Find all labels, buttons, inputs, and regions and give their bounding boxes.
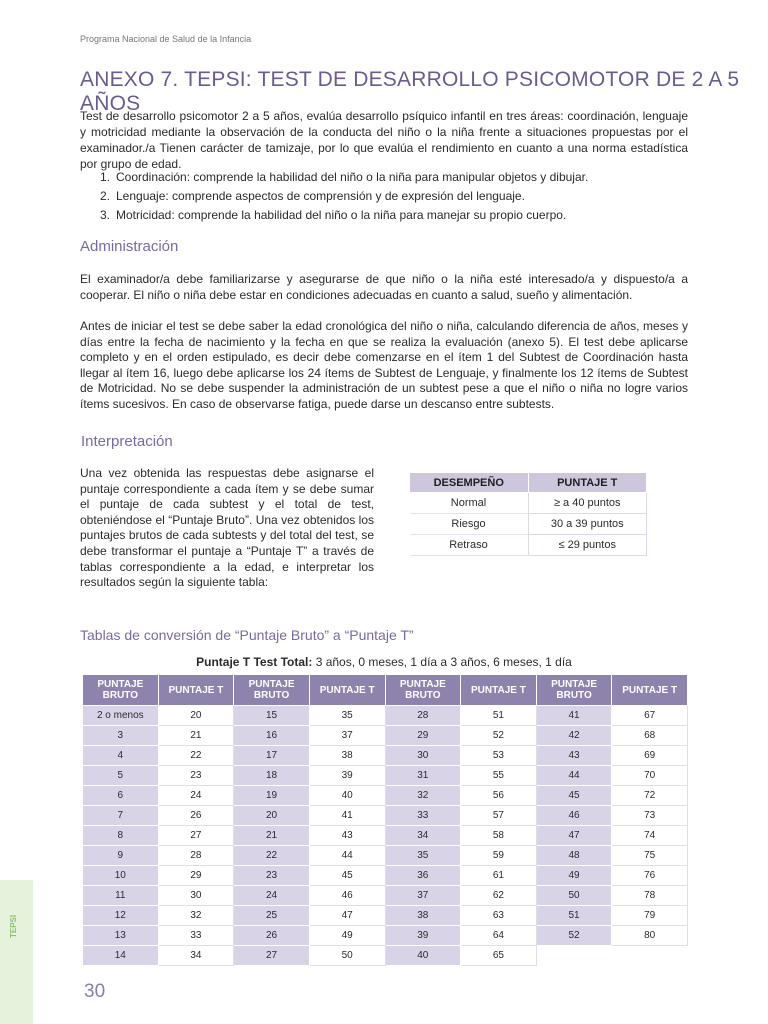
puntaje-t-cell: 34 (158, 946, 234, 966)
table-cell: ≤ 29 puntos (528, 535, 647, 556)
puntaje-t-cell: 69 (612, 746, 688, 766)
puntaje-t-cell: 49 (309, 926, 385, 946)
puntaje-bruto-cell: 26 (234, 926, 310, 946)
puntaje-t-cell: 73 (612, 806, 688, 826)
side-strip (0, 880, 33, 1024)
puntaje-bruto-cell: 8 (83, 826, 159, 846)
puntaje-t-cell: 33 (158, 926, 234, 946)
puntaje-bruto-cell: 15 (234, 706, 310, 726)
puntaje-t-cell: 63 (461, 906, 537, 926)
interpretation-heading: Interpretación (81, 433, 173, 450)
puntaje-bruto-cell: 46 (536, 806, 612, 826)
list-item: 1. Coordinación: comprende la habilidad del niño o la niña para manipular objetos y dibujar. (99, 170, 589, 184)
puntaje-t-cell: 46 (309, 886, 385, 906)
list-item: 3. Motricidad: comprende la habilidad del niño o la niña para manejar su propio cuerpo. (99, 208, 567, 222)
puntaje-bruto-cell: 32 (385, 786, 461, 806)
puntaje-bruto-cell: 9 (83, 846, 159, 866)
annex-title: ANEXO 7. TEPSI: TEST DE DESARROLLO PSICOMOTOR DE 2 A 5 AÑOS (80, 68, 740, 115)
column-header: PUNTAJE BRUTO (234, 675, 310, 706)
page-number: 30 (84, 981, 106, 1002)
puntaje-t-cell: 62 (461, 886, 537, 906)
puntaje-bruto-cell: 40 (385, 946, 461, 966)
table-row (83, 926, 688, 946)
puntaje-t-cell: 74 (612, 826, 688, 846)
puntaje-t-cell: 75 (612, 846, 688, 866)
table-row (410, 514, 647, 535)
column-header: PUNTAJE T (158, 675, 234, 706)
puntaje-t-cell: 70 (612, 766, 688, 786)
puntaje-t-cell: 21 (158, 726, 234, 746)
table-row (83, 866, 688, 886)
puntaje-t-cell: 51 (461, 706, 537, 726)
puntaje-bruto-cell: 3 (83, 726, 159, 746)
column-header: PUNTAJE T (528, 473, 647, 493)
puntaje-bruto-cell: 48 (536, 846, 612, 866)
puntaje-t-cell: 50 (309, 946, 385, 966)
puntaje-t-cell: 23 (158, 766, 234, 786)
puntaje-t-cell: 47 (309, 906, 385, 926)
puntaje-bruto-cell: 6 (83, 786, 159, 806)
table-cell: ≥ a 40 puntos (528, 493, 647, 514)
puntaje-t-cell: 80 (612, 926, 688, 946)
puntaje-bruto-cell: 33 (385, 806, 461, 826)
table-cell: Retraso (410, 535, 529, 556)
puntaje-bruto-cell: 11 (83, 886, 159, 906)
conversion-table (82, 674, 688, 966)
puntaje-t-cell: 72 (612, 786, 688, 806)
puntaje-bruto-cell: 35 (385, 846, 461, 866)
puntaje-t-cell: 37 (309, 726, 385, 746)
puntaje-t-cell: 41 (309, 806, 385, 826)
column-header: DESEMPEÑO (410, 473, 529, 493)
puntaje-bruto-cell: 38 (385, 906, 461, 926)
puntaje-t-cell: 57 (461, 806, 537, 826)
puntaje-bruto-cell: 10 (83, 866, 159, 886)
table-row (83, 786, 688, 806)
puntaje-bruto-cell: 31 (385, 766, 461, 786)
puntaje-t-cell: 59 (461, 846, 537, 866)
side-label: TEPSI (9, 914, 18, 938)
column-header: PUNTAJE BRUTO (83, 675, 159, 706)
puntaje-t-cell: 65 (461, 946, 537, 966)
puntaje-t-cell: 22 (158, 746, 234, 766)
table-row (83, 846, 688, 866)
puntaje-bruto-cell: 27 (234, 946, 310, 966)
puntaje-bruto-cell: 22 (234, 846, 310, 866)
puntaje-t-cell: 27 (158, 826, 234, 846)
table-cell: 30 a 39 puntos (528, 514, 647, 535)
puntaje-t-cell: 67 (612, 706, 688, 726)
puntaje-bruto-cell: 5 (83, 766, 159, 786)
puntaje-bruto-cell: 47 (536, 826, 612, 846)
puntaje-t-cell: 45 (309, 866, 385, 886)
puntaje-bruto-cell: 36 (385, 866, 461, 886)
puntaje-t-cell: 64 (461, 926, 537, 946)
table-row (83, 946, 688, 966)
puntaje-t-cell: 32 (158, 906, 234, 926)
table-cell: Riesgo (410, 514, 529, 535)
puntaje-bruto-cell: 44 (536, 766, 612, 786)
puntaje-bruto-cell: 34 (385, 826, 461, 846)
column-header: PUNTAJE T (309, 675, 385, 706)
column-header: PUNTAJE T (612, 675, 688, 706)
list-item: 2. Lenguaje: comprende aspectos de comprensión y de expresión del lenguaje. (99, 189, 525, 203)
conversion-subtitle (80, 655, 688, 669)
puntaje-t-cell: 61 (461, 866, 537, 886)
puntaje-t-cell: 43 (309, 826, 385, 846)
puntaje-t-cell: 30 (158, 886, 234, 906)
puntaje-bruto-cell: 28 (385, 706, 461, 726)
puntaje-bruto-cell: 43 (536, 746, 612, 766)
puntaje-t-cell: 68 (612, 726, 688, 746)
puntaje-bruto-cell: 18 (234, 766, 310, 786)
table-header-row (83, 675, 688, 706)
administration-paragraph-1: El examinador/a debe familiarizarse y asegurarse de que niño o la niña esté interesado/a y dispuesto/a a cooperar. El niño o niña debe estar en condiciones adecuadas en cuanto a salud, sueño y alimentación. (80, 272, 688, 302)
puntaje-t-cell: 39 (309, 766, 385, 786)
table-row (83, 886, 688, 906)
puntaje-bruto-cell: 4 (83, 746, 159, 766)
conversion-subtitle-bold: Puntaje T Test Total: (196, 655, 313, 669)
puntaje-bruto-cell: 42 (536, 726, 612, 746)
puntaje-bruto-cell: 49 (536, 866, 612, 886)
column-header: PUNTAJE BRUTO (536, 675, 612, 706)
intro-paragraph: Test de desarrollo psicomotor 2 a 5 años, evalúa desarrollo psíquico infantil en tres áreas: coordinación, lenguaje y motricidad mediante la observación de la conducta del niño o la niña frente a situaciones propuestas por el examinador./a Tienen carácter de tamizaje, por lo que evalúa el rendimiento en cuanto a una norma estadística por grupo de edad. (80, 109, 688, 171)
puntaje-t-cell: 56 (461, 786, 537, 806)
table-row (83, 726, 688, 746)
table-row (83, 806, 688, 826)
table-row (83, 746, 688, 766)
puntaje-t-cell: 52 (461, 726, 537, 746)
areas-list (80, 168, 680, 225)
column-header: PUNTAJE T (461, 675, 537, 706)
puntaje-bruto-cell: 19 (234, 786, 310, 806)
puntaje-bruto-cell: 17 (234, 746, 310, 766)
puntaje-bruto-cell: 20 (234, 806, 310, 826)
puntaje-t-cell: 38 (309, 746, 385, 766)
puntaje-t-cell: 79 (612, 906, 688, 926)
puntaje-t-cell: 58 (461, 826, 537, 846)
table-cell: Normal (410, 493, 529, 514)
puntaje-bruto-cell: 29 (385, 726, 461, 746)
table-row (83, 826, 688, 846)
puntaje-t-cell: 29 (158, 866, 234, 886)
puntaje-bruto-cell: 12 (83, 906, 159, 926)
puntaje-bruto-cell: 51 (536, 906, 612, 926)
puntaje-bruto-cell: 13 (83, 926, 159, 946)
empty-cell (536, 946, 612, 966)
puntaje-bruto-cell: 50 (536, 886, 612, 906)
table-row (410, 493, 647, 514)
table-row (83, 906, 688, 926)
puntaje-bruto-cell: 25 (234, 906, 310, 926)
conversion-subtitle-rest: 3 años, 0 meses, 1 día a 3 años, 6 meses, 1 día (312, 655, 572, 669)
puntaje-t-cell: 78 (612, 886, 688, 906)
header-note: Programa Nacional de Salud de la Infancia (80, 34, 252, 44)
puntaje-bruto-cell: 39 (385, 926, 461, 946)
empty-cell (612, 946, 688, 966)
puntaje-bruto-cell: 45 (536, 786, 612, 806)
puntaje-t-cell: 26 (158, 806, 234, 826)
administration-heading: Administración (80, 238, 179, 255)
administration-paragraph-2: Antes de iniciar el test se debe saber la edad cronológica del niño o niña, calculando diferencia de años, meses y días entre la fecha de nacimiento y la fecha en que se realiza la evaluación (anexo 5). El test debe aplicarse completo y en el orden estipulado, es decir debe comenzarse en el ítem 1 del Subtest de Coordinación hasta llegar al ítem 16, luego debe aplicarse los 24 ítems de Subtest de Lenguaje, y finalmente los 12 ítems de Subtest de Motricidad. No se debe suspender la administración de un subtest pese a que el niño o niña no logre varios ítems sucesivos. En caso de observarse fatiga, puede darse un descanso entre subtests. (80, 319, 688, 411)
puntaje-bruto-cell: 37 (385, 886, 461, 906)
puntaje-t-cell: 20 (158, 706, 234, 726)
conversion-title: Tablas de conversión de “Puntaje Bruto” a “Puntaje T” (80, 627, 414, 643)
table-header-row (410, 473, 647, 493)
table-row (83, 706, 688, 726)
table-row (83, 766, 688, 786)
puntaje-bruto-cell: 41 (536, 706, 612, 726)
puntaje-bruto-cell: 14 (83, 946, 159, 966)
puntaje-bruto-cell: 7 (83, 806, 159, 826)
puntaje-bruto-cell: 24 (234, 886, 310, 906)
puntaje-t-cell: 44 (309, 846, 385, 866)
puntaje-t-cell: 40 (309, 786, 385, 806)
puntaje-bruto-cell: 21 (234, 826, 310, 846)
interpretation-paragraph: Una vez obtenida las respuestas debe asignarse el puntaje correspondiente a cada ítem y se debe sumar el puntaje de cada subtest y el total de test, obteniéndose el “Puntaje Bruto”. Una vez obtenidos los puntajes brutos de cada subtests y del total del test, se debe transformar el puntaje a “Puntaje T” a través de tablas correspondiente a la edad, e interpretar los resultados según la siguiente tabla: (80, 466, 374, 590)
puntaje-bruto-cell: 16 (234, 726, 310, 746)
puntaje-t-cell: 76 (612, 866, 688, 886)
puntaje-t-cell: 55 (461, 766, 537, 786)
puntaje-t-cell: 24 (158, 786, 234, 806)
table-row (410, 535, 647, 556)
puntaje-t-cell: 28 (158, 846, 234, 866)
puntaje-bruto-cell: 2 o menos (83, 706, 159, 726)
performance-table (409, 472, 647, 556)
puntaje-t-cell: 35 (309, 706, 385, 726)
puntaje-bruto-cell: 23 (234, 866, 310, 886)
puntaje-bruto-cell: 30 (385, 746, 461, 766)
puntaje-bruto-cell: 52 (536, 926, 612, 946)
column-header: PUNTAJE BRUTO (385, 675, 461, 706)
puntaje-t-cell: 53 (461, 746, 537, 766)
